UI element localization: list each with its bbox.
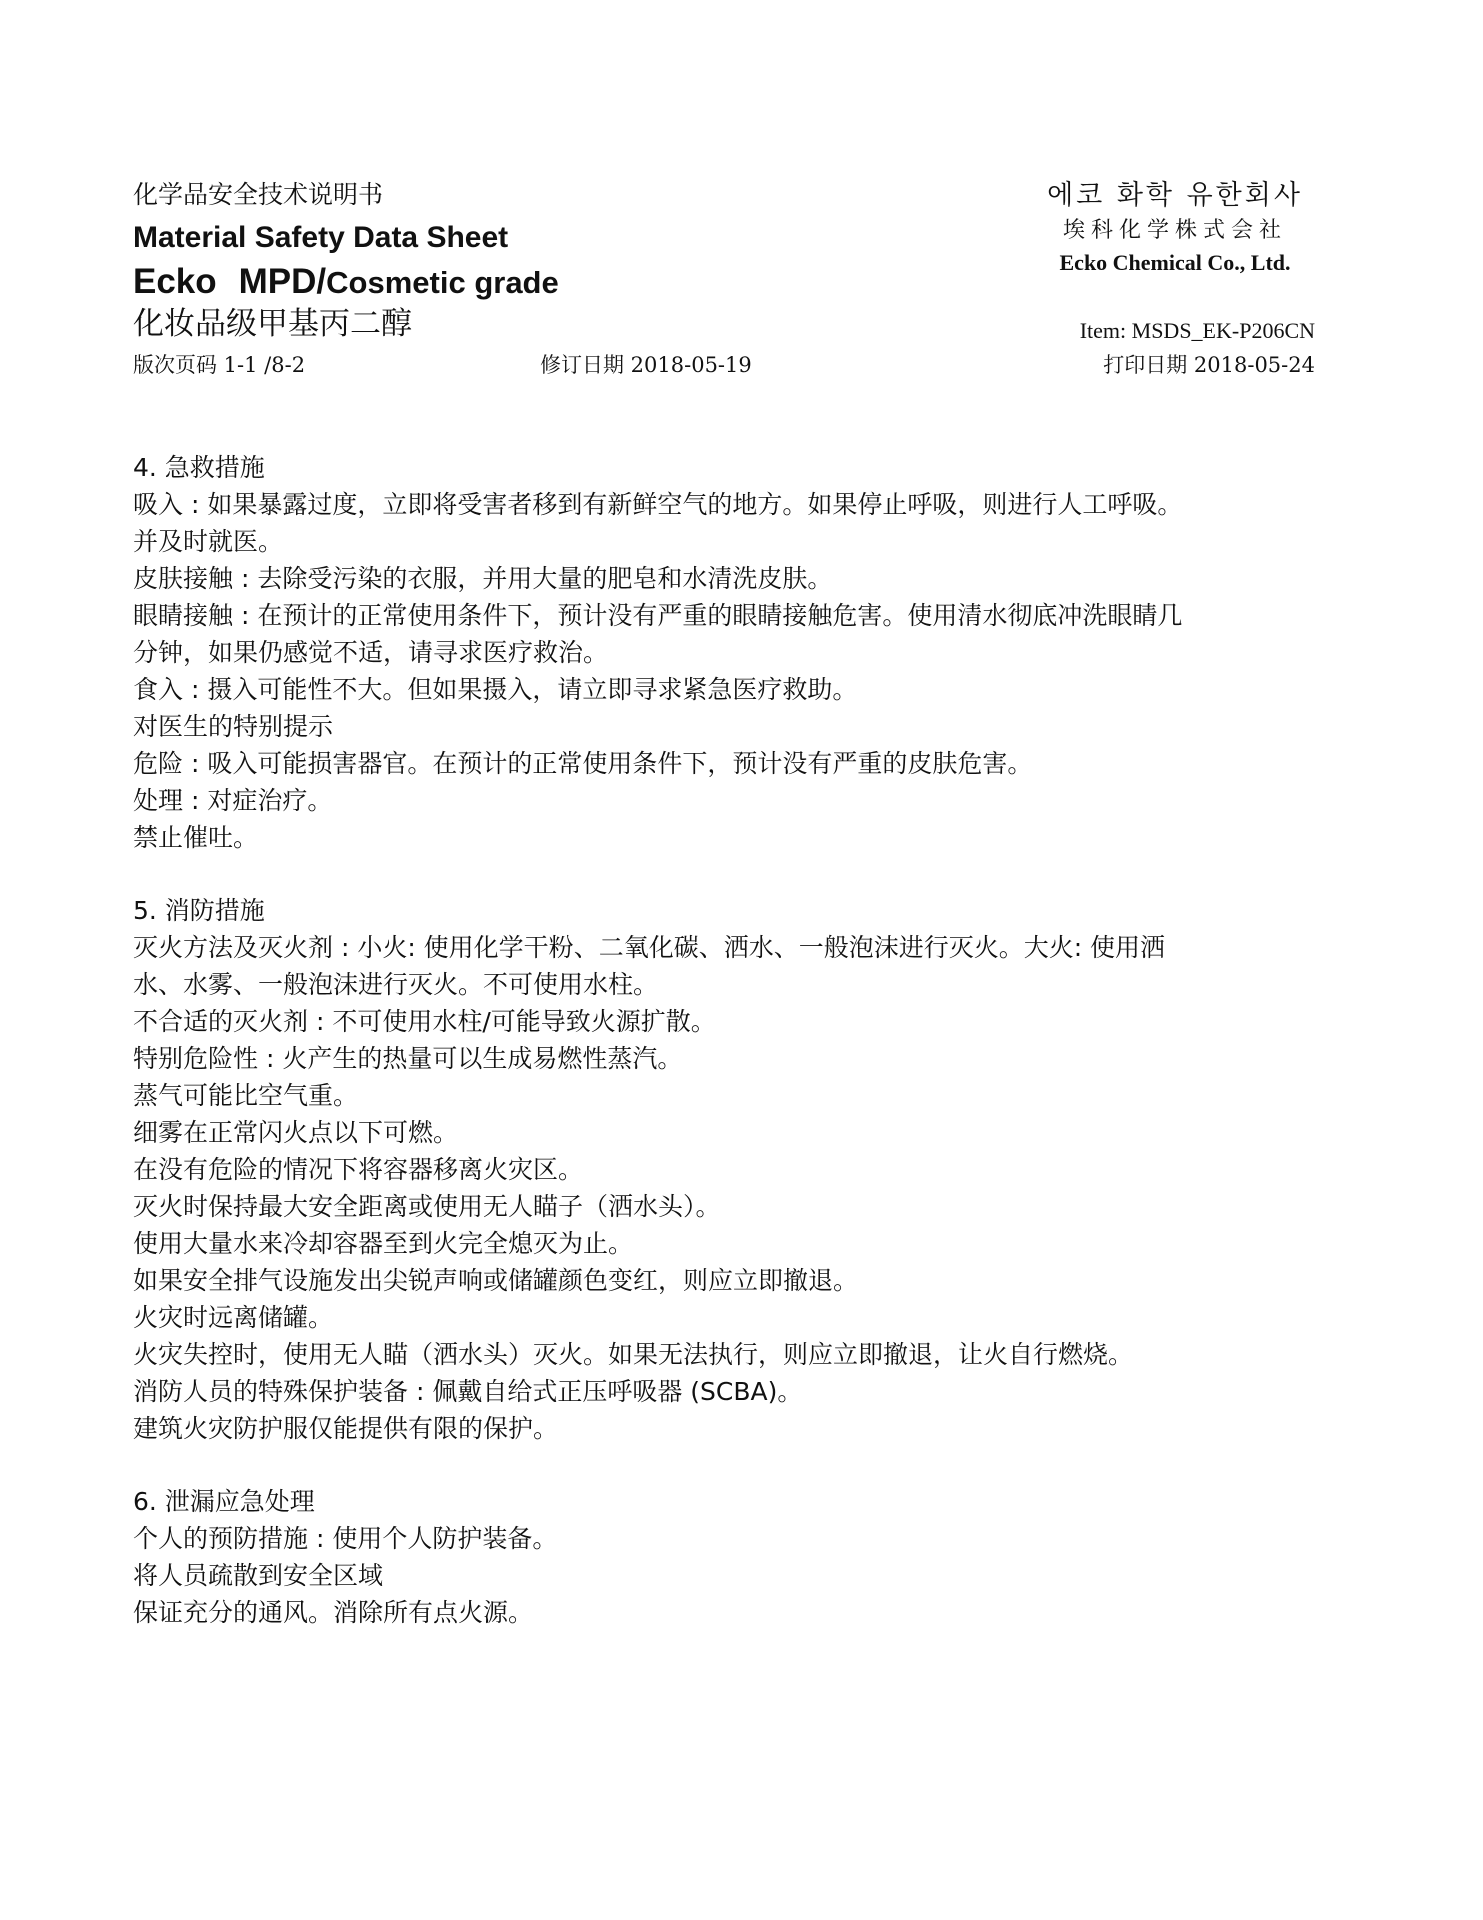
company-name-ko: 에코 화학 유한회사: [1047, 180, 1303, 211]
section-text-line: 细雾在正常闪火点以下可燃。: [133, 1118, 459, 1147]
section-text-line: 灭火方法及灭火剂 : 小火: 使用化学干粉、二氧化碳、洒水、一般泡沫进行灭火。大火: 使用洒: [133, 933, 1166, 962]
product-brand: Ecko: [133, 262, 217, 301]
section-text-line: 建筑火灾防护服仅能提供有限的保护。: [133, 1414, 559, 1443]
document-body: [133, 449, 1343, 1667]
section-text-line: 灭火时保持最大安全距离或使用无人瞄子（洒水头）。: [133, 1192, 721, 1221]
section-text-line: 禁止催吐。: [133, 823, 259, 852]
section-heading: 4. 急救措施: [133, 453, 265, 482]
section-heading: 6. 泄漏应急处理: [133, 1487, 315, 1516]
document-title-block: [133, 178, 933, 342]
section: [133, 892, 1343, 1447]
section-text-line: 消防人员的特殊保护装备 : 佩戴自给式正压呼吸器 (SCBA)。: [133, 1377, 803, 1406]
section-text-line: 处理 : 对症治疗。: [133, 786, 333, 815]
product-grade: Cosmetic grade: [326, 265, 559, 300]
document-title-en: Material Safety Data Sheet: [133, 221, 509, 254]
section-heading: 5. 消防措施: [133, 896, 265, 925]
section-text-line: 皮肤接触 : 去除受污染的衣服，并用大量的肥皂和水清洗皮肤。: [133, 564, 833, 593]
section-text-line: 如果安全排气设施发出尖锐声响或储罐颜色变红，则应立即撤退。: [133, 1266, 859, 1295]
product-code: MPD/: [238, 262, 327, 301]
section-text-line: 眼睛接触 : 在预计的正常使用条件下，预计没有严重的眼睛接触危害。使用清水彻底冲洗眼睛几: [133, 601, 1183, 630]
section-text-line: 特别危险性 : 火产生的热量可以生成易燃性蒸汽。: [133, 1044, 683, 1073]
section-text-line: 分钟，如果仍感觉不适，请寻求医疗救治。: [133, 638, 609, 667]
section-text-line: 水、水雾、一般泡沫进行灭火。不可使用水柱。: [133, 970, 659, 999]
section-text-line: 危险 : 吸入可能损害器官。在预计的正常使用条件下，预计没有严重的皮肤危害。: [133, 749, 1033, 778]
product-name-cn: 化妆品级甲基丙二醇: [133, 306, 412, 342]
revision-date: 修订日期 2018-05-19: [540, 353, 752, 377]
section-text-line: 火灾失控时，使用无人瞄（洒水头）灭火。如果无法执行，则应立即撤退，让火自行燃烧。: [133, 1340, 1134, 1369]
section-text-line: 个人的预防措施 : 使用个人防护装备。: [133, 1524, 558, 1553]
section-text-line: 火灾时远离储罐。: [133, 1303, 334, 1332]
section-text-line: 并及时就医。: [133, 527, 284, 556]
section-text-line: 对医生的特别提示: [133, 712, 334, 741]
item-code: Item: MSDS_EK-P206CN: [1079, 318, 1315, 343]
print-date: 打印日期 2018-05-24: [1103, 353, 1315, 377]
section-text-line: 在没有危险的情况下将容器移离火灾区。: [133, 1155, 584, 1184]
section-text-line: 保证充分的通风。消除所有点火源。: [133, 1598, 534, 1627]
company-name-en: Ecko Chemical Co., Ltd.: [1059, 250, 1291, 275]
section-text-line: 吸入 : 如果暴露过度，立即将受害者移到有新鲜空气的地方。如果停止呼吸，则进行人工呼吸。: [133, 490, 1183, 519]
section: [133, 449, 1343, 856]
company-name-cn: 埃科化学株式会社: [1062, 218, 1287, 243]
company-block: [895, 178, 1315, 278]
section-text-line: 使用大量水来冷却容器至到火完全熄灭为止。: [133, 1229, 634, 1258]
section-text-line: 不合适的灭火剂 : 不可使用水柱/可能导致火源扩散。: [133, 1007, 716, 1036]
section-text-line: 将人员疏散到安全区域: [133, 1561, 384, 1590]
version-info: 版次页码 1-1 /8-2: [133, 353, 306, 377]
section-text-line: 蒸气可能比空气重。: [133, 1081, 359, 1110]
section-text-line: 食入 : 摄入可能性不大。但如果摄入，请立即寻求紧急医疗救助。: [133, 675, 858, 704]
product-name-en: [133, 258, 933, 304]
section: [133, 1483, 1343, 1631]
document-title-cn: 化学品安全技术说明书: [133, 180, 384, 209]
